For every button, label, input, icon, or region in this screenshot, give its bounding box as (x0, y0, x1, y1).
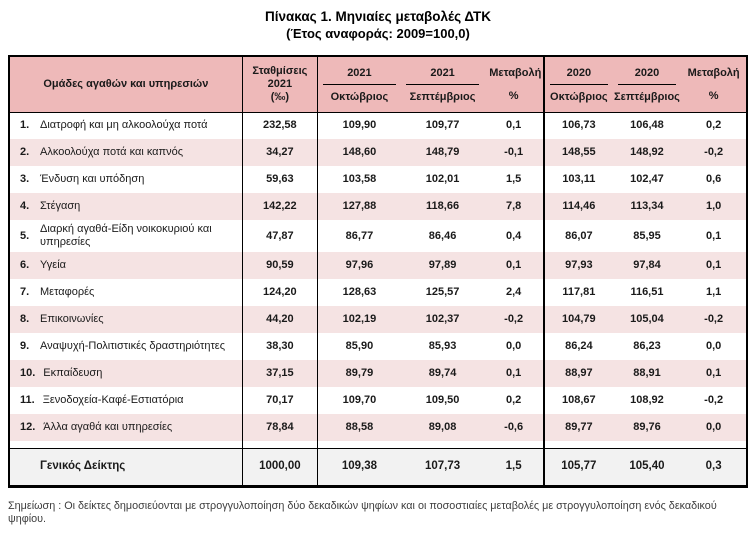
cell-sep-2020: 97,84 (613, 252, 682, 279)
total-oct-2021: 109,38 (317, 448, 400, 486)
row-number: 4. (20, 200, 30, 212)
cell-change-2021: 0,2 (506, 394, 522, 406)
table-row (9, 193, 747, 220)
cell-oct-2020: 86,24 (544, 333, 613, 360)
cell-oct-2021: 109,70 (317, 387, 400, 414)
row-name-cell (9, 220, 242, 252)
cell-change-2021: -0,2 (484, 306, 544, 333)
cell-weight: 142,22 (242, 193, 317, 220)
row-number: 9. (20, 340, 30, 352)
table-row (9, 220, 747, 252)
row-label: Διατροφή και μη αλκοολούχα ποτά (40, 119, 208, 132)
cell-oct-2021: 103,58 (317, 166, 400, 193)
cell-sep-2020: 106,48 (630, 119, 664, 132)
cell-change-2020: 0,1 (681, 252, 747, 279)
cell-oct-2021: 148,60 (317, 139, 400, 166)
cell-oct-2021: 97,96 (317, 252, 400, 279)
cpi-table (8, 55, 748, 488)
row-label: Εκπαίδευση (43, 367, 103, 379)
total-row (9, 448, 747, 486)
row-number: 2. (20, 146, 30, 158)
cell-oct-2021: 86,77 (317, 220, 400, 252)
cell-change-2021: 7,8 (484, 193, 544, 220)
row-label: Στέγαση (40, 200, 81, 212)
cell-weight: 124,20 (242, 279, 317, 306)
row-label: Αναψυχή-Πολιτιστικές δραστηριότητες (40, 340, 226, 352)
table-row (9, 112, 747, 139)
cell-weight: 37,15 (242, 360, 317, 387)
cell-change-2021: 0,1 (484, 360, 544, 387)
cell-sep-2020: 85,95 (633, 229, 661, 242)
table-row (9, 279, 747, 306)
cell-change-2021: 1,5 (506, 173, 522, 185)
row-name-cell (9, 112, 242, 139)
row-label: Μεταφορές (40, 286, 95, 298)
header-change-label: Μεταβολή (489, 67, 542, 80)
cell-weight: 78,84 (242, 414, 317, 441)
header-groups (9, 56, 242, 112)
cell-oct-2020: 108,67 (544, 387, 613, 414)
cell-sep-2020: 88,91 (613, 360, 682, 387)
cell-sep-2021: 148,79 (401, 139, 484, 166)
cell-change-2021: 0,1 (484, 252, 544, 279)
header-year-2021: 2021 (323, 65, 396, 85)
cell-oct-2020: 89,77 (544, 414, 613, 441)
row-name-cell (9, 333, 242, 360)
cell-sep-2021: 97,89 (401, 252, 484, 279)
row-name-cell (9, 193, 242, 220)
total-oct-2020: 105,77 (544, 448, 613, 486)
cell-oct-2021: 109,90 (317, 112, 400, 139)
total-weight: 1000,00 (242, 448, 317, 486)
cell-change-2020: 0,6 (705, 173, 722, 185)
table-row (9, 139, 747, 166)
cell-oct-2021: 88,58 (317, 414, 400, 441)
row-name-cell (9, 166, 242, 193)
cell-oct-2021: 89,79 (317, 360, 400, 387)
row-number: 8. (20, 313, 30, 325)
row-label: Υγεία (40, 259, 67, 271)
cell-oct-2020: 106,73 (544, 112, 613, 139)
cell-sep-2021: 118,66 (401, 193, 484, 220)
cell-sep-2020: 148,92 (613, 139, 682, 166)
row-number: 5. (20, 229, 30, 242)
cell-sep-2021: 89,74 (401, 360, 484, 387)
cell-change-2020: -0,2 (681, 139, 747, 166)
cell-oct-2020: 88,97 (544, 360, 613, 387)
cell-sep-2021: 89,08 (401, 414, 484, 441)
row-name-cell (9, 279, 242, 306)
cell-sep-2021: 102,37 (401, 306, 484, 333)
cell-oct-2020: 148,55 (544, 139, 613, 166)
cell-weight: 90,59 (242, 252, 317, 279)
cell-sep-2021: 125,57 (425, 286, 460, 298)
cell-change-2021: 0,1 (506, 119, 522, 132)
cell-sep-2021: 86,46 (428, 229, 457, 242)
header-september-2021: Σεπτέμβριος (409, 90, 476, 103)
row-name-cell (9, 387, 242, 414)
table-row (9, 252, 747, 279)
table-header (9, 56, 747, 112)
row-number: 12. (20, 421, 36, 433)
row-name-cell (9, 414, 242, 441)
header-change-2021 (484, 56, 544, 112)
footnote: Σημείωση : Οι δείκτες δημοσιεύονται με στρογγυλοποίηση δύο δεκαδικών ψηφίων και οι ποσοστιαίες μεταβολές με στρογγυλοποίηση ενός δεκαδικού ψηφίου. (8, 499, 717, 525)
header-year-2021: 2021 (406, 65, 479, 85)
table-row (9, 333, 747, 360)
cell-change-2021: 0,0 (506, 340, 522, 352)
header-weights-line1: Σταθμίσεις (252, 64, 308, 77)
row-label: Αλκοολούχα ποτά και καπνός (40, 146, 184, 158)
cell-sep-2020: 86,23 (633, 340, 661, 352)
cell-change-2020: 1,1 (705, 286, 722, 298)
header-2021-september (401, 56, 484, 112)
header-october-2021: Οκτώβριος (330, 90, 389, 103)
header-october-2020: Οκτώβριος (550, 90, 608, 103)
table-row (9, 306, 747, 333)
row-number: 1. (20, 119, 30, 132)
cell-sep-2021: 85,93 (428, 340, 457, 352)
cell-change-2020: 0,0 (681, 414, 747, 441)
cell-sep-2020: 105,04 (613, 306, 682, 333)
cell-oct-2020: 114,46 (544, 193, 613, 220)
row-name-cell (9, 252, 242, 279)
total-sep-2021: 107,73 (401, 448, 484, 486)
cell-sep-2020: 116,51 (630, 286, 664, 298)
header-september-2020: Σεπτέμβριος (614, 90, 680, 103)
header-2020-october (544, 56, 613, 112)
cell-change-2021: 2,4 (506, 286, 522, 298)
cell-sep-2020: 108,92 (630, 394, 664, 406)
header-percent-label: % (708, 90, 719, 103)
spacer-row (9, 441, 747, 448)
cell-sep-2020: 113,34 (613, 193, 682, 220)
row-number: 11. (20, 394, 35, 406)
row-label: Διαρκή αγαθά-Είδη νοικοκυριού και υπηρεσίες (40, 223, 212, 248)
cell-oct-2021: 102,19 (317, 306, 400, 333)
cell-change-2020: -0,2 (704, 394, 724, 406)
page-title: Πίνακας 1. Μηνιαίες μεταβολές ΔΤΚ (265, 9, 491, 24)
cell-weight: 34,27 (242, 139, 317, 166)
header-2021-october (317, 56, 400, 112)
row-number: 3. (20, 173, 30, 185)
cell-change-2020: 1,0 (681, 193, 747, 220)
cell-change-2020: 0,0 (705, 340, 722, 352)
table-row (9, 414, 747, 441)
cell-oct-2020: 86,07 (544, 220, 613, 252)
header-year-2020: 2020 (550, 65, 608, 85)
cell-change-2020: 0,1 (681, 360, 747, 387)
cell-weight: 38,30 (242, 333, 317, 360)
header-weights (242, 56, 317, 112)
table-row (9, 387, 747, 414)
cell-change-2020: -0,2 (681, 306, 747, 333)
table-row (9, 360, 747, 387)
total-label: Γενικός Δείκτης (40, 460, 126, 472)
cell-weight: 59,63 (242, 166, 317, 193)
cell-change-2021: 0,4 (506, 229, 522, 242)
cell-change-2021: -0,1 (484, 139, 544, 166)
cell-sep-2021: 109,77 (425, 119, 460, 132)
row-number: 10. (20, 367, 36, 379)
header-weights-line2: 2021 (267, 77, 293, 90)
header-weights-line3: (‰) (270, 90, 290, 103)
header-percent-label: % (508, 90, 519, 103)
cell-weight: 47,87 (242, 220, 317, 252)
cell-weight: 70,17 (242, 387, 317, 414)
total-sep-2020: 105,40 (613, 448, 682, 486)
row-number: 6. (20, 259, 30, 271)
cell-oct-2020: 103,11 (544, 166, 613, 193)
cell-oct-2021: 127,88 (317, 193, 400, 220)
cell-weight: 232,58 (242, 112, 317, 139)
row-name-cell (9, 139, 242, 166)
row-label: Άλλα αγαθά και υπηρεσίες (43, 421, 173, 433)
cell-oct-2021: 128,63 (317, 279, 400, 306)
cell-sep-2021: 109,50 (425, 394, 460, 406)
header-2020-september (613, 56, 682, 112)
table-body (9, 112, 747, 441)
header-change-label: Μεταβολή (687, 67, 740, 80)
cell-change-2021: -0,6 (484, 414, 544, 441)
header-year-2020: 2020 (618, 65, 677, 85)
cell-change-2020: 0,2 (705, 119, 722, 132)
total-change-2021: 1,5 (484, 448, 544, 486)
table-row (9, 166, 747, 193)
cell-oct-2020: 97,93 (544, 252, 613, 279)
page-subtitle: (Έτος αναφοράς: 2009=100,0) (286, 26, 470, 41)
row-label: Επικοινωνίες (40, 313, 104, 325)
row-name-cell (9, 306, 242, 333)
row-label: Ένδυση και υπόδηση (40, 173, 145, 185)
cell-sep-2021: 102,01 (425, 173, 460, 185)
total-change-2020: 0,3 (681, 448, 747, 486)
cell-change-2020: 0,1 (705, 229, 722, 242)
cell-sep-2020: 102,47 (630, 173, 664, 185)
row-label: Ξενοδοχεία-Καφέ-Εστιατόρια (42, 394, 184, 406)
header-groups-label: Ομάδες αγαθών και υπηρεσιών (43, 78, 209, 91)
header-change-2020 (681, 56, 747, 112)
row-number: 7. (20, 286, 30, 298)
row-name-cell (9, 360, 242, 387)
cell-weight: 44,20 (242, 306, 317, 333)
cell-oct-2020: 104,79 (544, 306, 613, 333)
cell-oct-2021: 85,90 (317, 333, 400, 360)
cell-oct-2020: 117,81 (544, 279, 613, 306)
cell-sep-2020: 89,76 (613, 414, 682, 441)
